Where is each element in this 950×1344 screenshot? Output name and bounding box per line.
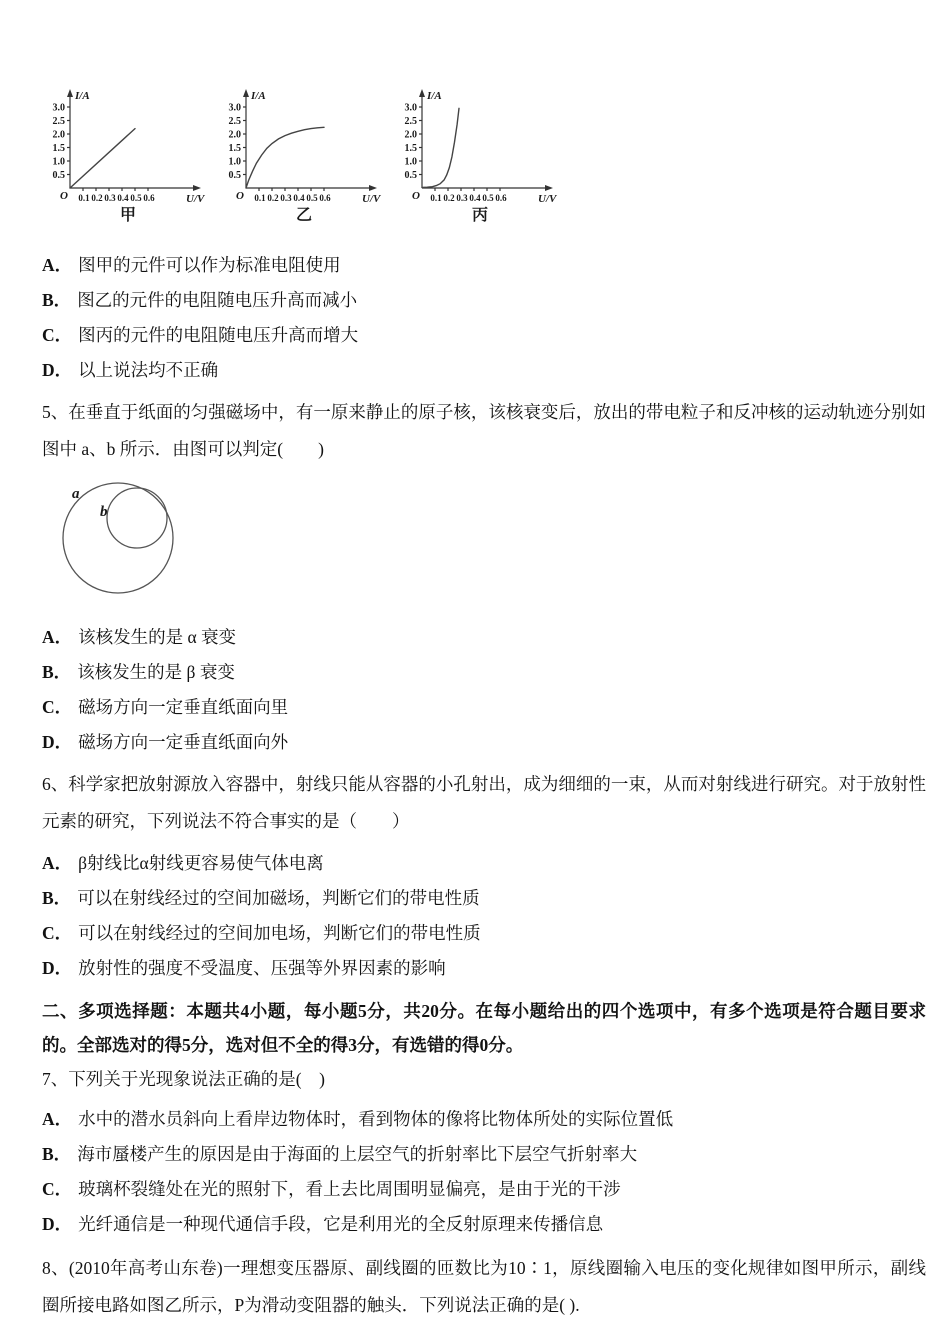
question8-stem: 8、(2010年高考山东卷)一理想变压器原、副线圈的匝数比为10∶1，原线圈输入电压的变化规律如图甲所示，副线圈所接电路如图乙所示，P为滑动变阻器的触头．下列说法正确的是( ).	[42, 1258, 926, 1315]
option-text: 光纤通信是一种现代通信手段，它是利用光的全反射原理来传播信息	[78, 1214, 604, 1234]
option-b	[42, 655, 926, 690]
graph-caption: 丙	[471, 207, 489, 224]
question5-options	[42, 620, 926, 760]
option-b	[42, 283, 926, 318]
x-tick-label: 0.1	[78, 193, 90, 203]
x-tick-label: 0.5	[306, 193, 318, 203]
x-tick-label: 0.2	[267, 193, 279, 203]
iv-curve-saturating	[246, 127, 324, 188]
option-letter: C．	[42, 697, 73, 717]
x-tick-label: 0.6	[319, 193, 331, 203]
option-letter: D．	[42, 1214, 73, 1234]
option-letter: D．	[42, 360, 73, 380]
y-tick-label: 2.0	[404, 129, 417, 141]
x-tick-label: 0.5	[482, 193, 494, 203]
option-c	[42, 690, 926, 725]
option-letter: B．	[42, 290, 72, 310]
x-axis-label: U/V	[186, 193, 205, 205]
option-text: 磁场方向一定垂直纸面向里	[78, 697, 289, 717]
iv-curves-figure-row	[46, 86, 926, 224]
option-c	[42, 1172, 926, 1207]
option-a	[42, 620, 926, 655]
y-tick-label: 2.5	[404, 116, 417, 127]
x-axis-arrow	[545, 185, 553, 191]
y-axis-arrow	[419, 89, 425, 97]
x-tick-label: 0.5	[130, 193, 142, 203]
y-tick-label: 2.5	[228, 116, 241, 127]
option-text: 可以在射线经过的空间加电场，判断它们的带电性质	[78, 923, 481, 943]
x-tick-label: 0.1	[254, 193, 266, 203]
y-axis-label: I/A	[251, 90, 266, 102]
iv-curve-exponential	[422, 108, 459, 187]
y-tick-label: 0.5	[52, 170, 65, 181]
y-tick-label: 3.0	[228, 102, 241, 114]
iv-curve-linear	[70, 129, 135, 188]
option-letter: B．	[42, 662, 72, 682]
x-tick-label: 0.4	[293, 193, 305, 203]
y-tick-label: 1.0	[404, 156, 417, 168]
question7-stem: 7、下列关于光现象说法正确的是( )	[42, 1069, 325, 1089]
x-tick-label: 0.1	[430, 193, 442, 203]
option-text: 图丙的元件的电阻随电压升高而增大	[78, 325, 359, 345]
x-tick-label: 0.3	[104, 193, 116, 203]
option-text: 水中的潜水员斜向上看岸边物体时，看到物体的像将比物体所处的实际位置低	[78, 1109, 674, 1129]
option-b	[42, 881, 926, 916]
y-axis-label: I/A	[427, 90, 442, 102]
y-tick-label: 0.5	[228, 170, 241, 181]
option-letter: C．	[42, 325, 73, 345]
y-axis-label: I/A	[75, 90, 90, 102]
option-letter: A．	[42, 853, 73, 873]
question6-stem: 6、科学家把放射源放入容器中，射线只能从容器的小孔射出，成为细细的一束，从而对射线进行研究。对于放射性元素的研究，下列说法不符合事实的是（ ）	[42, 774, 926, 831]
iv-graph-bing	[398, 86, 564, 224]
y-tick-label: 1.5	[228, 143, 241, 154]
option-c	[42, 916, 926, 951]
option-d	[42, 725, 926, 760]
y-tick-label: 1.5	[52, 143, 65, 154]
option-a	[42, 248, 926, 283]
y-tick-label: 3.0	[52, 102, 65, 114]
x-tick-label: 0.4	[117, 193, 129, 203]
x-tick-label: 0.3	[456, 193, 468, 203]
option-letter: B．	[42, 1144, 72, 1164]
y-axis-arrow	[243, 89, 249, 97]
option-text: 玻璃杯裂缝处在光的照射下，看上去比周围明显偏亮，是由于光的干涉	[78, 1179, 621, 1199]
section2-heading: 二、多项选择题：本题共4小题，每小题5分，共20分。在每小题给出的四个选项中，有多个选项是符合题目要求的。全部选对的得5分，选对但不全的得3分，有选错的得0分。	[42, 1001, 926, 1055]
origin-label: O	[412, 190, 420, 202]
y-tick-label: 2.0	[228, 129, 241, 141]
option-letter: B．	[42, 888, 72, 908]
option-d	[42, 1207, 926, 1242]
x-tick-label: 0.6	[495, 193, 507, 203]
option-text: 图甲的元件可以作为标准电阻使用	[78, 255, 341, 275]
option-letter: A．	[42, 255, 73, 275]
origin-label: O	[60, 190, 68, 202]
x-tick-label: 0.2	[91, 193, 103, 203]
x-axis-arrow	[369, 185, 377, 191]
x-tick-label: 0.2	[443, 193, 455, 203]
y-tick-label: 1.0	[228, 156, 241, 168]
question6-options	[42, 846, 926, 986]
decay-tracks-svg	[52, 472, 257, 610]
option-d	[42, 353, 926, 388]
option-a	[42, 846, 926, 881]
option-b	[42, 1137, 926, 1172]
option-c	[42, 318, 926, 353]
question7-options	[42, 1102, 926, 1242]
iv-graph-jia	[46, 86, 212, 224]
option-d	[42, 951, 926, 986]
x-axis-label: U/V	[362, 193, 381, 205]
option-letter: D．	[42, 732, 73, 752]
track-b-circle	[107, 488, 167, 548]
iv-graph-yi	[222, 86, 388, 224]
track-a-circle	[63, 483, 173, 593]
track-a-label: a	[72, 486, 80, 502]
option-text: 海市蜃楼产生的原因是由于海面的上层空气的折射率比下层空气折射率大	[77, 1144, 638, 1164]
option-text: 磁场方向一定垂直纸面向外	[78, 732, 289, 752]
option-text: 以上说法均不正确	[78, 360, 219, 380]
option-text: 放射性的强度不受温度、压强等外界因素的影响	[78, 958, 446, 978]
x-tick-label: 0.6	[143, 193, 155, 203]
option-a	[42, 1102, 926, 1137]
x-tick-label: 0.4	[469, 193, 481, 203]
track-b-label: b	[100, 504, 108, 520]
x-axis-arrow	[193, 185, 201, 191]
y-axis-arrow	[67, 89, 73, 97]
y-tick-label: 1.5	[404, 143, 417, 154]
option-letter: D．	[42, 958, 73, 978]
option-letter: A．	[42, 627, 73, 647]
option-text: 该核发生的是 β 衰变	[77, 662, 235, 682]
graph-caption: 乙	[295, 207, 313, 224]
option-text: 可以在射线经过的空间加磁场，判断它们的带电性质	[77, 888, 480, 908]
decay-figure	[52, 472, 926, 612]
question4-options	[42, 248, 926, 388]
graph-caption: 甲	[119, 207, 137, 224]
origin-label: O	[236, 190, 244, 202]
option-letter: C．	[42, 1179, 73, 1199]
option-letter: C．	[42, 923, 73, 943]
x-tick-label: 0.3	[280, 193, 292, 203]
x-axis-label: U/V	[538, 193, 557, 205]
y-tick-label: 3.0	[404, 102, 417, 114]
question5-stem: 5、在垂直于纸面的匀强磁场中，有一原来静止的原子核，该核衰变后，放出的带电粒子和反冲核的运动轨迹分别如图中 a、b 所示．由图可以判定( )	[42, 402, 926, 459]
option-text: β射线比α射线更容易使气体电离	[78, 853, 324, 873]
option-letter: A．	[42, 1109, 73, 1129]
y-tick-label: 2.0	[52, 129, 65, 141]
y-tick-label: 1.0	[52, 156, 65, 168]
option-text: 图乙的元件的电阻随电压升高而减小	[77, 290, 358, 310]
y-tick-label: 2.5	[52, 116, 65, 127]
y-tick-label: 0.5	[404, 170, 417, 181]
option-text: 该核发生的是 α 衰变	[78, 627, 237, 647]
